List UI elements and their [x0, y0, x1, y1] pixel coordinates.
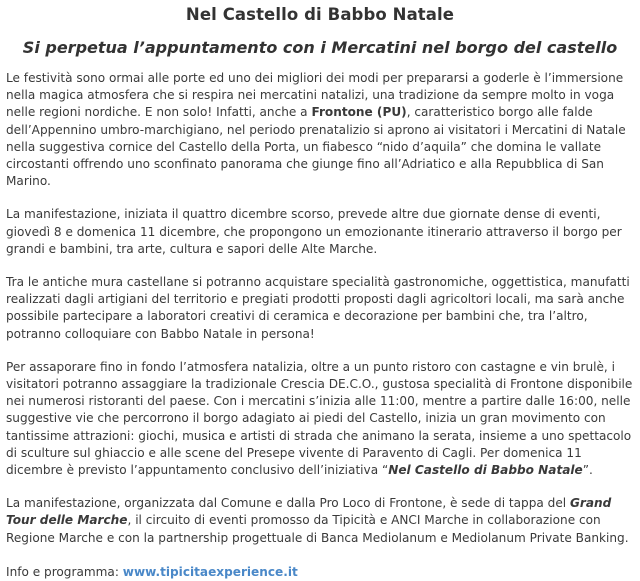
article-title: Nel Castello di Babbo Natale — [185, 5, 455, 24]
info-line — [6, 564, 634, 581]
grand-tour-emphasis: Grand Tour delle Marche — [6, 496, 612, 528]
paragraph-dates: La manifestazione, iniziata il quattro dicembre scorso, prevede altre due giornate dense di eventi, giovedì 8 e domenica 11 dicembre, che propongono un emozionante itinerario attraverso il borgo per grandi e bambini, tra arte, cultura e sapori delle Alte Marche. — [6, 207, 622, 256]
paragraph-organizers-text: La manifestazione, organizzata dal Comune e dalla Pro Loco di Frontone, è sede di tappa del — [6, 496, 570, 511]
paragraph-organizers — [6, 495, 634, 547]
paragraph-intro — [6, 70, 634, 190]
paragraph-crafts: Tra le antiche mura castellane si potranno acquistare specialità gastronomiche, oggettistica, manufatti realizzati dagli artigiani del territorio e pregiati prodotti proposti dagli agricoltori locali, ma sarà anche possibile partecipare a laboratori creativi di ceramica e decorazione per bambini che, tra l’altro, potranno colloquiare con Babbo Natale in persona! — [6, 275, 630, 341]
event-name-emphasis: Nel Castello di Babbo Natale — [388, 463, 583, 478]
frontone-bold: Frontone (PU) — [311, 105, 407, 120]
paragraph-attractions-text-end: ”. — [582, 463, 593, 478]
paragraph-organizers-text-end: , il circuito di eventi promosso da Tipicità e ANCI Marche in collaborazione con Regione Marche e con la partnership progettuale di Banca Mediolanum e Mediolanum Private Banking. — [6, 513, 629, 545]
paragraph-intro-text-end: , caratteristico borgo alle falde dell’Appennino umbro-marchigiano, nel periodo prenatalizio si aprono ai visitatori i Mercatini di Natale nella suggestiva cornice del Castello della Porta, un fiabesco “nido d’aquila” che domina le vallate circostanti offrendo uno sconfinato panorama che giunge fino all’Adriatico e alla Repubblica di San Marino. — [6, 105, 626, 189]
paragraph-attractions — [6, 359, 634, 479]
info-label: Info e programma: — [6, 564, 123, 579]
paragraph-attractions-text: Per assaporare fino in fondo l’atmosfera natalizia, oltre a un punto ristoro con castagne e vin brulè, i visitatori potranno assaggiare la tradizionale Crescia DE.C.O., gustosa specialità di Frontone disponibile nei numerosi ristoranti del paese. Con i mercatini s’inizia alle 11:00, mentre a partire dalle 16:00, nelle suggestive vie che percorrono il borgo adagiato ai piedi del Castello, inizia un gran movimento con tantissime attrazioni: giochi, musica e artisti di strada che animano la serata, insieme a uno spettacolo di sculture sul ghiaccio e alle scene del Presepe vivente di Paravento di Cagli. Per domenica 11 dicembre è previsto l’appuntamento conclusivo dell’iniziativa “ — [6, 359, 633, 478]
article-subtitle: Si perpetua l’appuntamento con i Mercatini nel borgo del castello — [22, 38, 618, 57]
info-link[interactable]: www.tipicitaexperience.it — [122, 564, 298, 579]
paragraph-intro-text: Le festività sono ormai alle porte ed uno dei migliori dei modi per prepararsi a goderle è l’immersione nella magica atmosfera che si respira nei mercatini natalizi, una tradizione da sempre molto in voga nelle regioni nordiche. E non solo! Infatti, anche a — [6, 71, 624, 120]
